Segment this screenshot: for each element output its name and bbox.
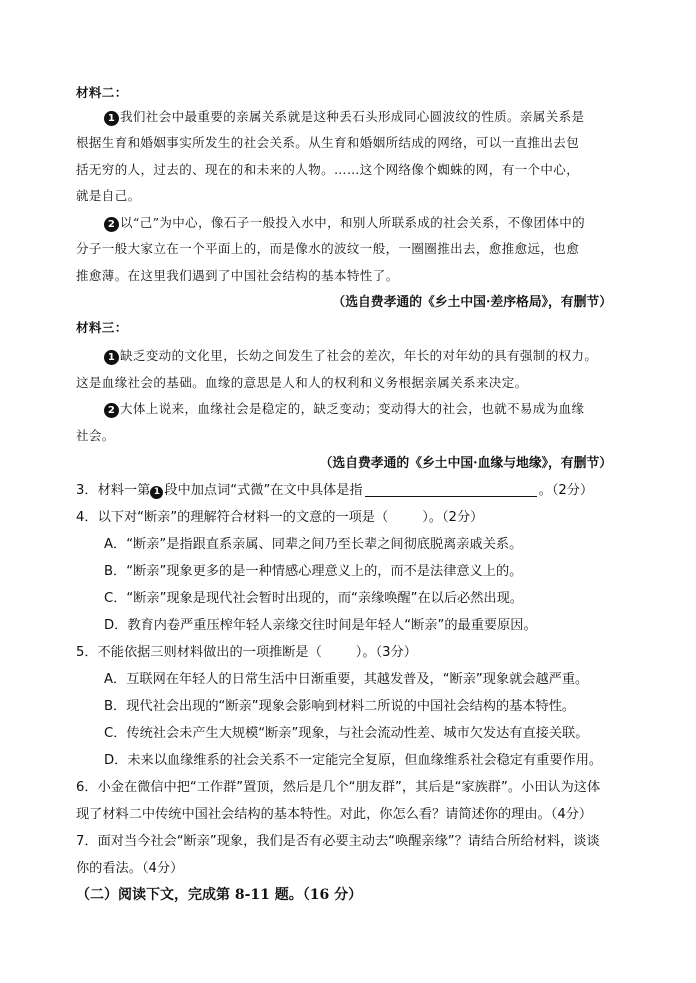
question-5-option-b: B．现代社会出现的“断亲”现象会影响到材料二所说的中国社会结构的基本特性。	[104, 699, 576, 714]
question-3: 3．材料一第 1 段中加点词“式微”在文中具体是指 。（2分）	[76, 483, 594, 498]
material2-p2-line1: 2 以“己”为中心，像石子一般投入水中，和别人所联系成的社会关系，不像团体中的	[104, 214, 585, 232]
circled-number-1: 1	[104, 111, 119, 126]
material3-p1-line2: 这是血缘社会的基础。血缘的意思是人和人的权利和义务根据亲属关系来决定。	[76, 375, 528, 390]
section-2-title: （二）阅读下文，完成第 8-11 题。（16 分）	[76, 887, 363, 903]
material3-p1-line1: 1 缺乏变动的文化里，长幼之间发生了社会的差次，年长的对年幼的具有强制的权力。	[104, 347, 597, 365]
circled-number-1: 1	[104, 350, 119, 365]
material2-heading: 材料二：	[76, 85, 128, 100]
question-4-option-b: B．“断亲”现象更多的是一种情感心理意义上的，而不是法律意义上的。	[104, 564, 523, 579]
question-4-stem: 4．以下对“断亲”的理解符合材料一的文意的一项是（ ）。（2分）	[76, 510, 484, 525]
circled-number-1: 1	[150, 486, 163, 499]
question-4-option-d: D．教育内卷严重压榨年轻人亲缘交往时间是年轻人“断亲”的最重要原因。	[104, 618, 537, 633]
material2-p1-line1: 1 我们社会中最重要的亲属关系就是这种丢石头形成同心圆波纹的性质。亲属关系是	[104, 108, 584, 126]
material2-source: （选自费孝通的《乡土中国·差序格局》，有删节）	[332, 295, 612, 310]
material2-p1-line4: 就是自己。	[76, 188, 141, 203]
material2-p1-line3: 括无穷的人，过去的、现在的和未来的人物。……这个网络像个蜘蛛的网，有一个中心，	[76, 162, 580, 177]
material2-p2-line3: 推愈薄。在这里我们遇到了中国社会结构的基本特性了。	[76, 268, 399, 283]
material3-source: （选自费孝通的《乡土中国·血缘与地缘》，有删节）	[319, 456, 612, 471]
circled-number-2: 2	[104, 403, 119, 418]
question-7-line1: 7．面对当今社会“断亲”现象，我们是否有必要主动去“唤醒亲缘”？请结合所给材料，谈谈	[76, 834, 600, 849]
question-5-option-c: C．传统社会未产生大规模“断亲”现象，与社会流动性差、城市欠发达有直接关联。	[104, 726, 589, 741]
question-5-option-d: D．未来以血缘维系的社会关系不一定能完全复原，但血缘维系社会稳定有重要作用。	[104, 753, 603, 768]
material2-p1-line2: 根据生育和婚姻事实所发生的社会关系。从生育和婚姻所结成的网络，可以一直推出去包	[76, 135, 580, 150]
question-4-option-c: C．“断亲”现象是现代社会暂时出现的，而“亲缘唤醒”在以后必然出现。	[104, 591, 523, 606]
question-6-line2: 现了材料二中传统中国社会结构的基本特性。对此，你怎么看？请简述你的理由。（4分）	[76, 807, 593, 822]
circled-number-2: 2	[104, 217, 119, 232]
material2-p2-line2: 分子一般大家立在一个平面上的，而是像水的波纹一般，一圈圈推出去，愈推愈远，也愈	[76, 241, 580, 256]
question-7-line2: 你的看法。（4分）	[76, 861, 184, 876]
question-4-option-a: A．“断亲”是指跟直系亲属、同辈之间乃至长辈之间彻底脱离亲戚关系。	[104, 537, 523, 552]
question-6-line1: 6．小金在微信中把“工作群”置顶，然后是几个“朋友群”，其后是“家族群”。小田认为这体	[76, 780, 601, 795]
material3-heading: 材料三：	[76, 320, 128, 335]
answer-blank[interactable]	[365, 482, 537, 497]
question-5-stem: 5．不能依据三则材料做出的一项推断是（ ）。（3分）	[76, 645, 417, 660]
material3-p2-line2: 社会。	[76, 428, 115, 443]
question-5-option-a: A．互联网在年轻人的日常生活中日渐重要，其越发普及，“断亲”现象就会越严重。	[104, 672, 589, 687]
material3-p2-line1: 2 大体上说来，血缘社会是稳定的，缺乏变动；变动得大的社会，也就不易成为血缘	[104, 400, 584, 418]
